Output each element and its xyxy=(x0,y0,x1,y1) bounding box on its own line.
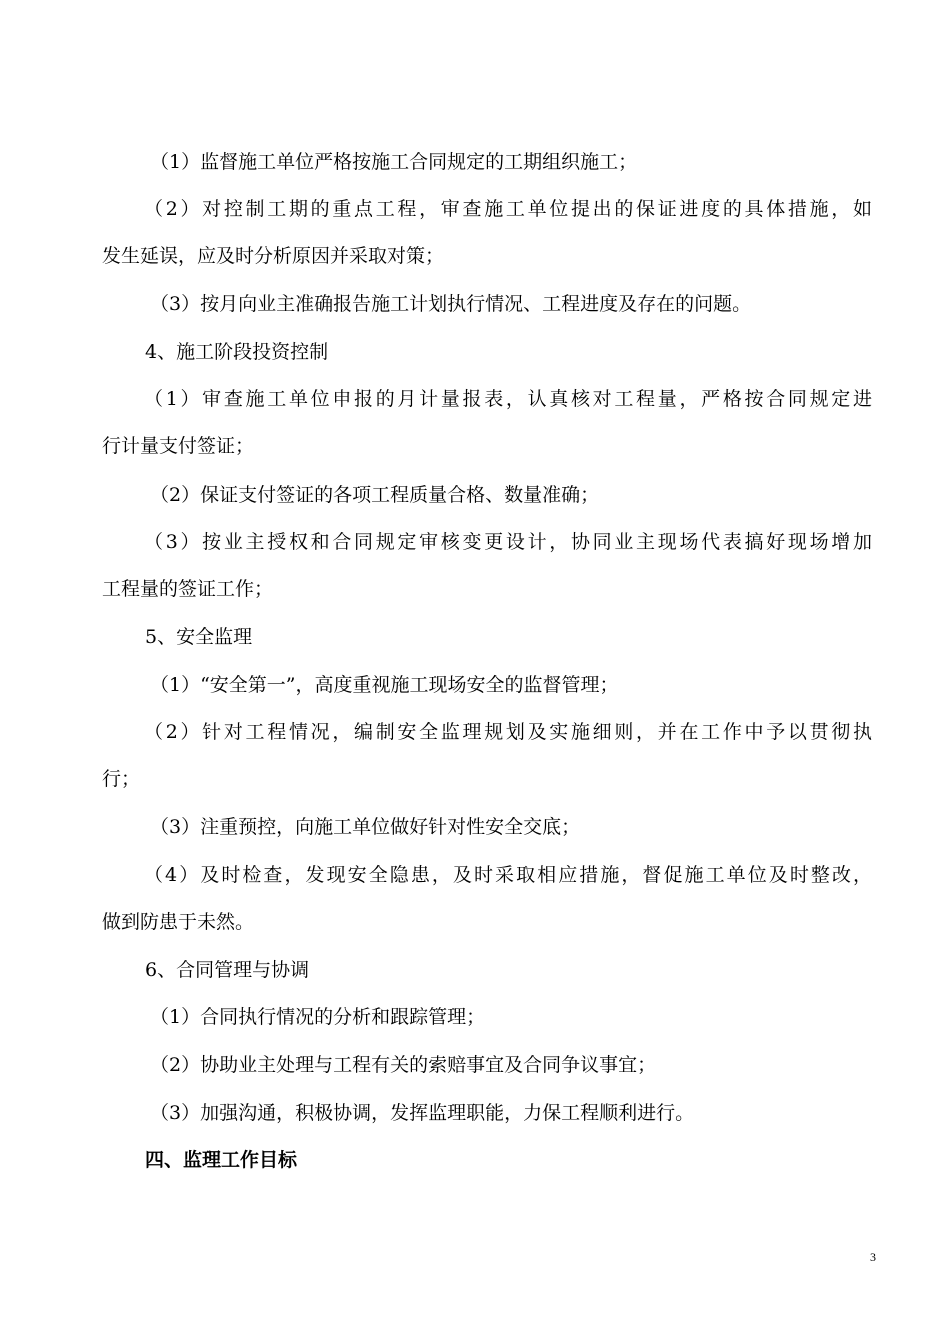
page-number: 3 xyxy=(870,1250,876,1264)
section-heading: 4、施工阶段投资控制 xyxy=(145,341,329,363)
paragraph-line: （3）加强沟通，积极协调，发挥监理职能，力保工程顺利进行。 xyxy=(150,1102,695,1124)
paragraph-line: （2）协助业主处理与工程有关的索赔事宜及合同争议事宜； xyxy=(150,1054,657,1076)
paragraph-line: 行计量支付签证； xyxy=(102,435,255,457)
section-heading: 5、安全监理 xyxy=(145,626,253,648)
paragraph-line: （3）按月向业主准确报告施工计划执行情况、工程进度及存在的问题。 xyxy=(150,293,752,315)
paragraph-line: 行； xyxy=(102,768,141,790)
paragraph-line: 工程量的签证工作； xyxy=(102,578,274,600)
paragraph-line: （1）“安全第一”，高度重视施工现场安全的监督管理； xyxy=(150,674,619,696)
paragraph-line: （2）保证支付签证的各项工程质量合格、数量准确； xyxy=(150,484,600,506)
paragraph-line: （2）对控制工期的重点工程，审查施工单位提出的保证进度的具体措施，如 xyxy=(144,198,872,220)
paragraph-line: （3）按业主授权和合同规定审核变更设计，协同业主现场代表搞好现场增加 xyxy=(144,531,872,553)
section-heading: 6、合同管理与协调 xyxy=(145,959,310,981)
paragraph-line: （4）及时检查，发现安全隐患，及时采取相应措施，督促施工单位及时整改， xyxy=(144,864,872,886)
paragraph-line: （3）注重预控，向施工单位做好针对性安全交底； xyxy=(150,816,581,838)
chapter-heading: 四、监理工作目标 xyxy=(145,1149,298,1171)
paragraph-line: （2）针对工程情况，编制安全监理规划及实施细则，并在工作中予以贯彻执 xyxy=(144,721,872,743)
paragraph-line: 发生延误，应及时分析原因并采取对策； xyxy=(102,245,445,267)
paragraph-line: （1）监督施工单位严格按施工合同规定的工期组织施工； xyxy=(150,151,638,173)
paragraph-line: （1）审查施工单位申报的月计量报表，认真核对工程量，严格按合同规定进 xyxy=(144,388,872,410)
paragraph-line: （1）合同执行情况的分析和跟踪管理； xyxy=(150,1006,486,1028)
paragraph-line: 做到防患于未然。 xyxy=(102,911,255,933)
